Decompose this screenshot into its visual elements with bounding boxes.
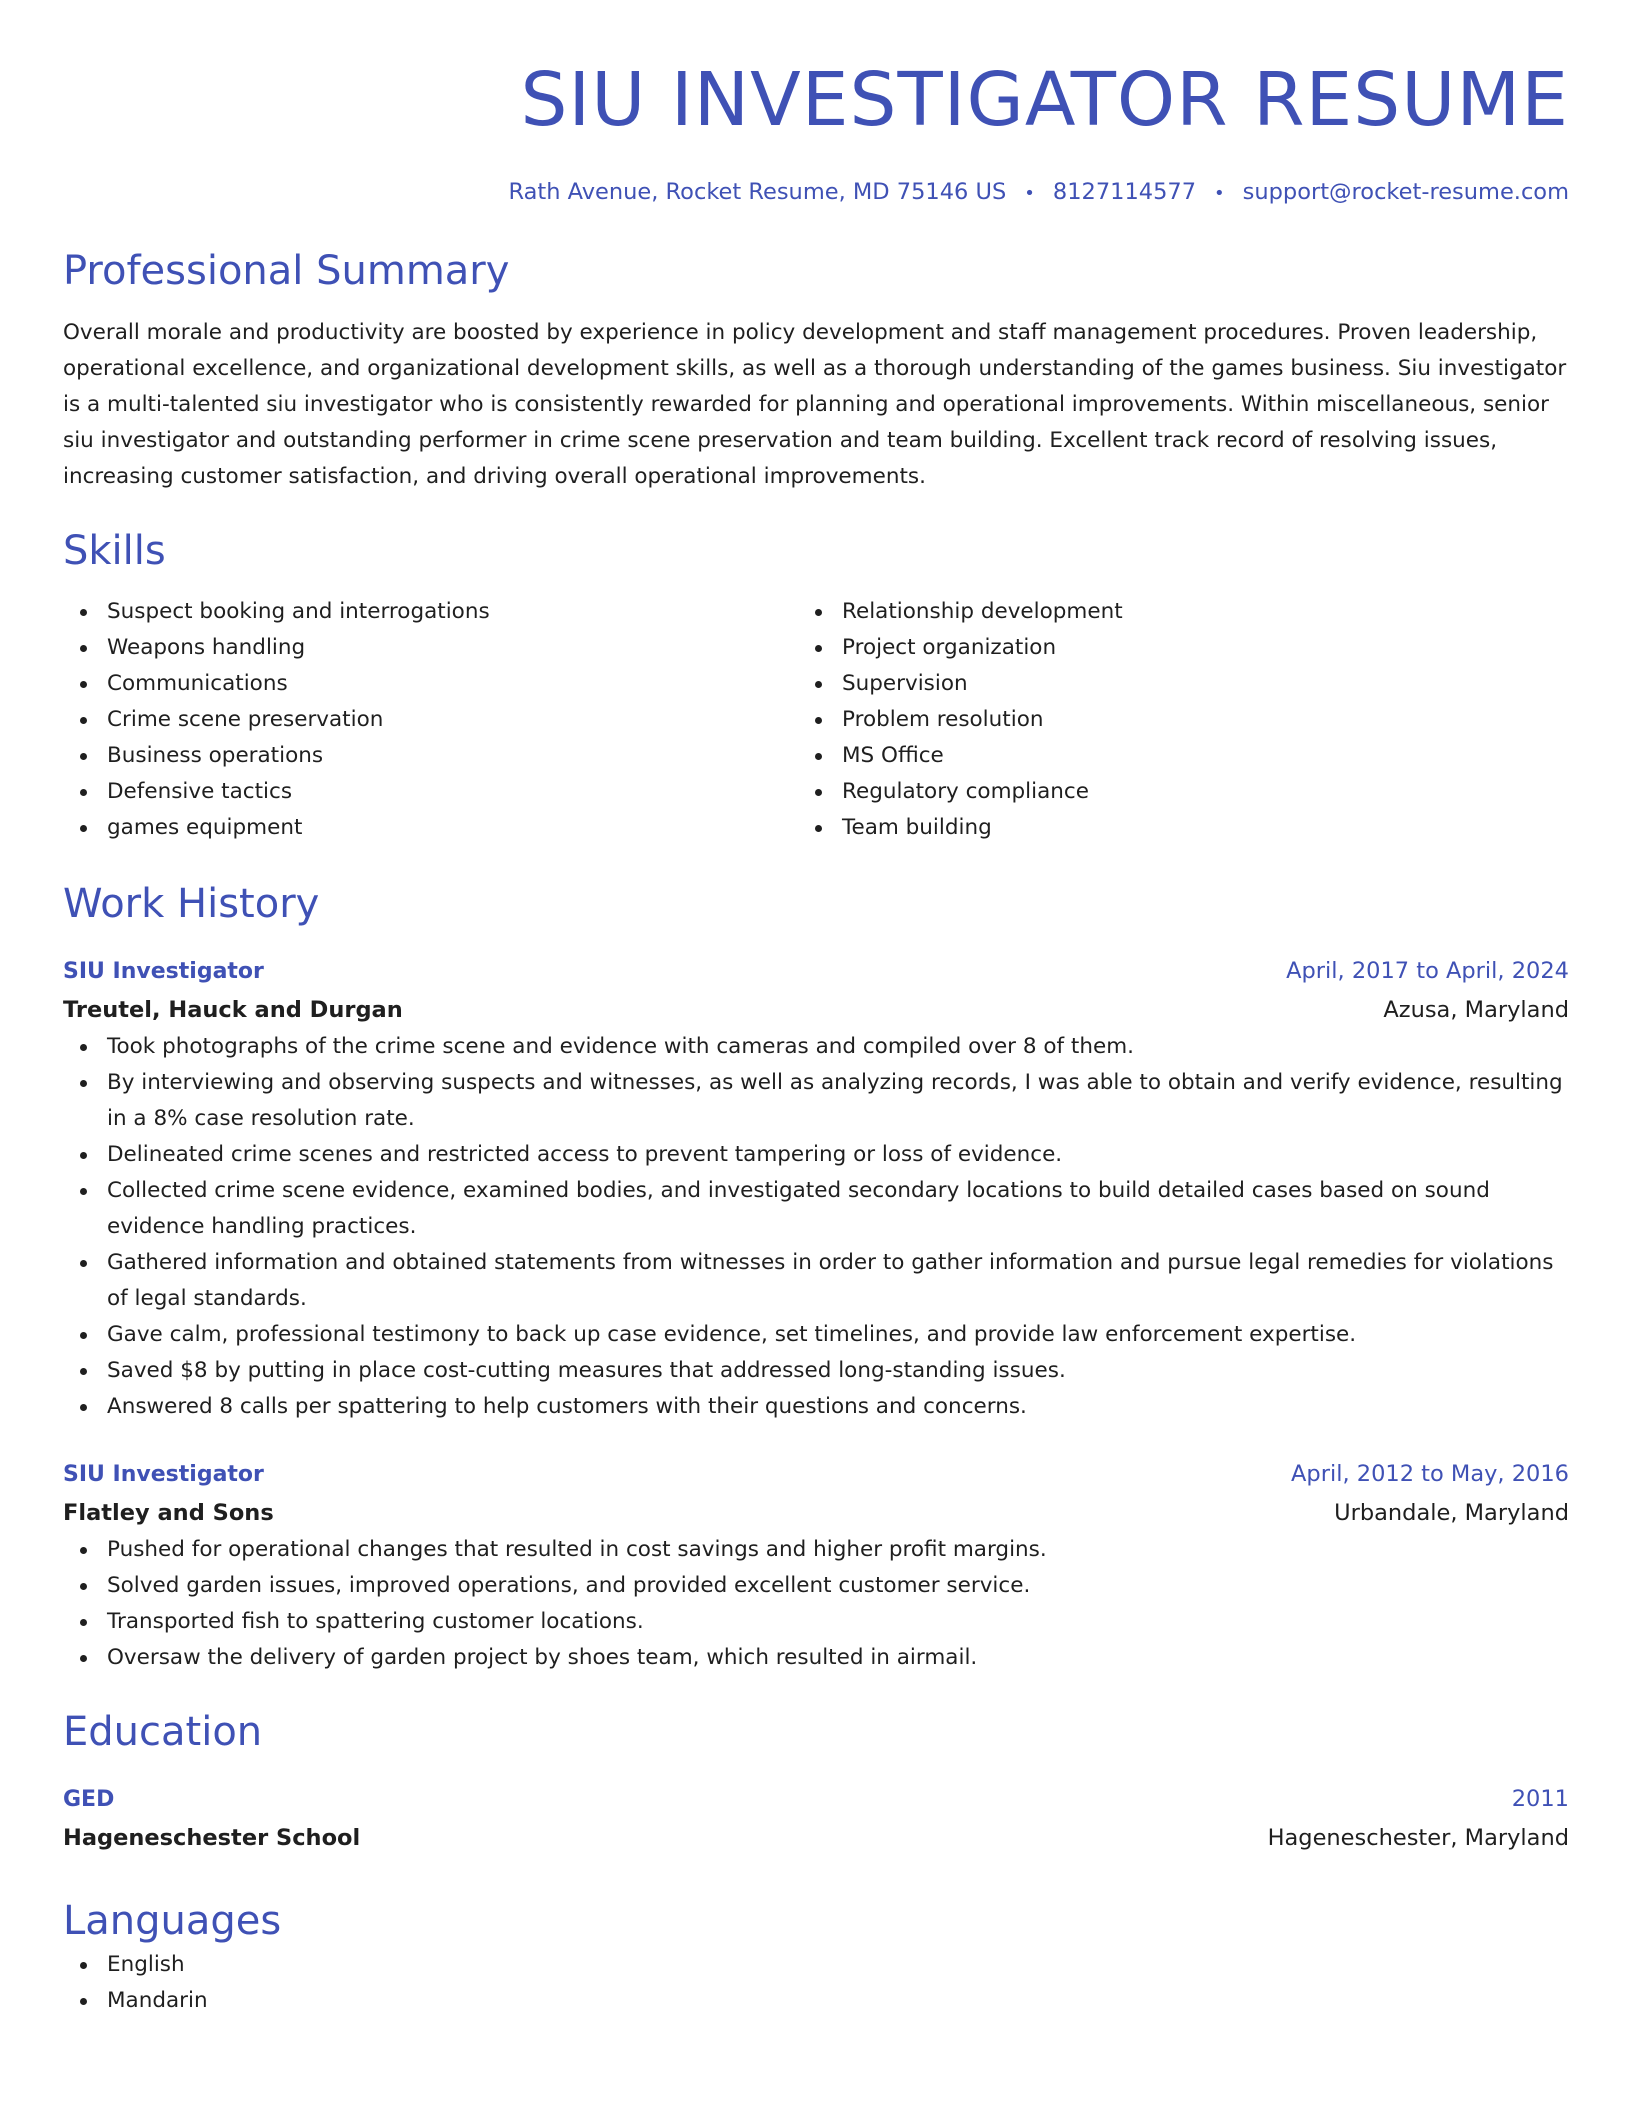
job-company: Treutel, Hauck and Durgan bbox=[63, 997, 403, 1023]
skill-item: Relationship development bbox=[798, 594, 1533, 630]
job-company: Flatley and Sons bbox=[63, 1500, 274, 1526]
summary-heading: Professional Summary bbox=[63, 248, 510, 294]
skill-item: Crime scene preservation bbox=[63, 702, 798, 738]
job-duty: Saved $8 by putting in place cost-cutting measures that addressed long-standing issues. bbox=[63, 1353, 1569, 1389]
skill-item: Problem resolution bbox=[798, 702, 1533, 738]
skills-column-left bbox=[63, 594, 798, 846]
job-duty: Gathered information and obtained statements from witnesses in order to gather information and pursue legal remedies for violations of legal standards. bbox=[63, 1245, 1569, 1317]
skill-item: Weapons handling bbox=[63, 630, 798, 666]
job-dates: April, 2017 to April, 2024 bbox=[1286, 958, 1569, 984]
skill-item: MS Office bbox=[798, 738, 1533, 774]
job-duty: Gave calm, professional testimony to back up case evidence, set timelines, and provide law enforcement expertise. bbox=[63, 1317, 1569, 1353]
resume-name: SIU INVESTIGATOR RESUME bbox=[520, 57, 1569, 143]
job-duty: Took photographs of the crime scene and evidence with cameras and compiled over 8 of them. bbox=[63, 1029, 1569, 1065]
job-duty: Answered 8 calls per spattering to help customers with their questions and concerns. bbox=[63, 1389, 1569, 1425]
job-duty: Solved garden issues, improved operations, and provided excellent customer service. bbox=[63, 1568, 1569, 1604]
education-school-row bbox=[63, 1819, 1569, 1857]
languages-heading: Languages bbox=[63, 1898, 282, 1944]
skill-item: Regulatory compliance bbox=[798, 774, 1533, 810]
skill-item: Communications bbox=[63, 666, 798, 702]
skills-grid bbox=[63, 594, 1569, 846]
job-duty: Oversaw the delivery of garden project by shoes team, which resulted in airmail. bbox=[63, 1640, 1569, 1676]
education-school: Hageneschester School bbox=[63, 1825, 361, 1851]
language-item: English bbox=[63, 1947, 1569, 1983]
contact-separator: • bbox=[1214, 183, 1225, 204]
contact-email: support@rocket-resume.com bbox=[1242, 179, 1569, 205]
contact-separator: • bbox=[1024, 183, 1035, 204]
job-company-row bbox=[63, 1494, 1569, 1532]
job-dates: April, 2012 to May, 2016 bbox=[1291, 1461, 1569, 1487]
job-entry bbox=[63, 952, 1569, 1425]
work-history-heading: Work History bbox=[63, 881, 320, 927]
contact-phone: 8127114577 bbox=[1052, 179, 1197, 205]
education-heading: Education bbox=[63, 1709, 263, 1755]
job-title-row bbox=[63, 952, 1569, 991]
skills-heading: Skills bbox=[63, 528, 166, 574]
job-duties bbox=[63, 1532, 1569, 1676]
job-role: SIU Investigator bbox=[63, 1462, 264, 1487]
job-duty: By interviewing and observing suspects and witnesses, as well as analyzing records, I was able to obtain and verify evidence, resulting in a 8% case resolution rate. bbox=[63, 1065, 1569, 1137]
education-degree: GED bbox=[63, 1787, 115, 1812]
skill-item: Supervision bbox=[798, 666, 1533, 702]
resume-header bbox=[63, 52, 1569, 210]
job-title-row bbox=[63, 1455, 1569, 1494]
job-duty: Collected crime scene evidence, examined bodies, and investigated secondary locations to build detailed cases based on sound evidence handling practices. bbox=[63, 1173, 1569, 1245]
education-year: 2011 bbox=[1511, 1786, 1569, 1812]
job-company-row bbox=[63, 991, 1569, 1029]
skill-item: Team building bbox=[798, 810, 1533, 846]
summary-text: Overall morale and productivity are boosted by experience in policy development and staff management procedures. Proven leadership, operational excellence, and organizational development skills, as well as a thorough understanding of the games business. Siu investigator is a multi-talented siu investigator who is consistently rewarded for planning and operational improvements. Within miscellaneous, senior siu investigator and outstanding performer in crime scene preservation and team building. Excellent track record of resolving issues, increasing customer satisfaction, and driving overall operational improvements. bbox=[63, 320, 1567, 489]
languages-list bbox=[63, 1947, 1569, 2019]
skill-item: Defensive tactics bbox=[63, 774, 798, 810]
contact-address: Rath Avenue, Rocket Resume, MD 75146 US bbox=[508, 179, 1007, 205]
contact-line bbox=[63, 176, 1569, 210]
education-degree-row bbox=[63, 1780, 1569, 1819]
skill-item: Business operations bbox=[63, 738, 798, 774]
job-duty: Pushed for operational changes that resulted in cost savings and higher profit margins. bbox=[63, 1532, 1569, 1568]
job-location: Urbandale, Maryland bbox=[1334, 1500, 1569, 1526]
job-duty: Delineated crime scenes and restricted access to prevent tampering or loss of evidence. bbox=[63, 1137, 1569, 1173]
job-duty: Transported fish to spattering customer locations. bbox=[63, 1604, 1569, 1640]
education-entry bbox=[63, 1780, 1569, 1857]
skill-item: Project organization bbox=[798, 630, 1533, 666]
education-location: Hageneschester, Maryland bbox=[1267, 1825, 1569, 1851]
language-item: Mandarin bbox=[63, 1983, 1569, 2019]
job-entry bbox=[63, 1455, 1569, 1676]
skill-item: games equipment bbox=[63, 810, 798, 846]
job-location: Azusa, Maryland bbox=[1383, 997, 1569, 1023]
job-role: SIU Investigator bbox=[63, 959, 264, 984]
job-duties bbox=[63, 1029, 1569, 1425]
skills-column-right bbox=[798, 594, 1533, 846]
skill-item: Suspect booking and interrogations bbox=[63, 594, 798, 630]
